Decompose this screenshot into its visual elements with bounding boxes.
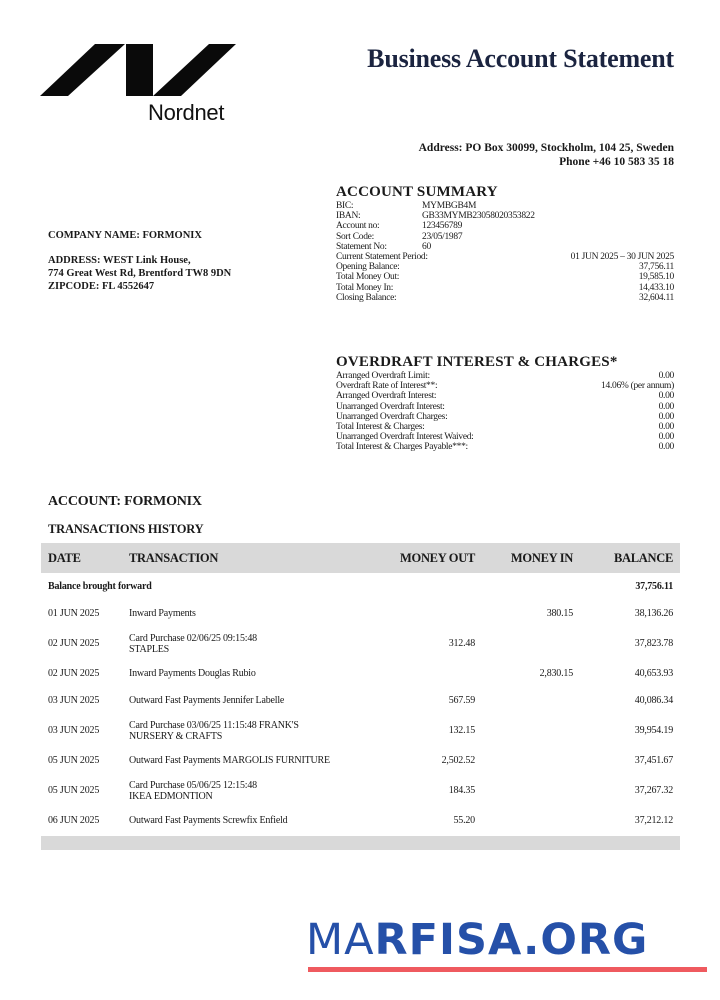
bank-phone-line: Phone +46 10 583 35 18 (559, 156, 674, 168)
overdraft-value: 0.00 (658, 371, 674, 381)
row-transaction-line1: Card Purchase 03/06/25 11:15:48 FRANK'S (129, 719, 299, 731)
row-transaction (129, 815, 379, 826)
row-transaction (129, 608, 379, 619)
overdraft-row (336, 371, 674, 381)
row-transaction-line1: Inward Payments Douglas Rubio (129, 668, 256, 679)
money-out-row (336, 272, 674, 282)
row-balance: 40,086.34 (634, 695, 673, 706)
account-no-row (336, 221, 674, 231)
sort-code-row (336, 232, 674, 242)
money-in-label: Total Money In: (336, 282, 394, 293)
row-money-in: 2,830.15 (539, 668, 573, 679)
iban-value: GB33MYMB23058020353822 (422, 211, 535, 222)
overdraft-label: Arranged Overdraft Limit: (336, 371, 430, 381)
closing-balance-value: 32,604.11 (639, 292, 674, 303)
row-transaction-line1: Outward Fast Payments Screwfix Enfield (129, 815, 288, 826)
company-address-line2: 774 Great West Rd, Brentford TW8 9DN (48, 268, 232, 279)
nordnet-logo (40, 44, 240, 124)
period-value: 01 JUN 2025 – 30 JUN 2025 (570, 252, 674, 263)
account-summary-heading: ACCOUNT SUMMARY (336, 184, 498, 200)
account-no-label: Account no: (336, 221, 380, 232)
table-row (41, 627, 680, 660)
bic-label: BIC: (336, 201, 354, 211)
row-balance: 37,451.67 (634, 755, 673, 766)
row-transaction (129, 720, 379, 742)
row-transaction-line2: NURSERY & CRAFTS (129, 730, 223, 742)
overdraft-label: Unarranged Overdraft Interest: (336, 401, 445, 412)
document-title: Business Account Statement (367, 44, 674, 73)
money-in-value: 14,433.10 (638, 282, 674, 293)
company-name: COMPANY NAME: FORMONIX (48, 230, 202, 241)
opening-balance-value: 37,756.11 (639, 262, 674, 273)
row-transaction (129, 780, 379, 802)
table-row (41, 774, 680, 807)
opening-balance-label: Opening Balance: (336, 262, 400, 273)
sort-code-label: Sort Code: (336, 231, 374, 242)
bic-row (336, 201, 674, 211)
row-transaction (129, 633, 379, 655)
row-date: 02 JUN 2025 (48, 638, 100, 649)
row-transaction-line1: Outward Fast Payments Jennifer Labelle (129, 695, 285, 706)
overdraft-row (336, 422, 674, 432)
transactions-table (41, 543, 680, 850)
overdraft-heading: OVERDRAFT INTEREST & CHARGES* (336, 354, 618, 370)
overdraft-row (336, 402, 674, 412)
iban-label: IBAN: (336, 211, 361, 222)
overdraft-value: 0.00 (658, 411, 674, 422)
row-date: 03 JUN 2025 (48, 695, 100, 706)
overdraft-row (336, 391, 674, 401)
money-out-value: 19,585.10 (638, 272, 674, 283)
period-row (336, 252, 674, 262)
row-date: 05 JUN 2025 (48, 785, 100, 796)
row-money-in: 380.15 (546, 608, 573, 619)
company-address-line1: ADDRESS: WEST Link House, (48, 255, 191, 266)
money-out-label: Total Money Out: (336, 272, 400, 283)
balance-brought-forward-row (41, 573, 680, 600)
closing-balance-row (336, 293, 674, 303)
period-label: Current Statement Period: (336, 252, 428, 263)
row-transaction-line2: IKEA EDMONTION (129, 790, 213, 802)
table-row (41, 747, 680, 774)
closing-balance-label: Closing Balance: (336, 292, 397, 303)
table-row (41, 687, 680, 714)
row-money-out: 312.48 (448, 638, 475, 649)
overdraft-label: Overdraft Rate of Interest**: (336, 381, 438, 392)
table-header (41, 543, 680, 573)
row-transaction-line1: Inward Payments (129, 608, 196, 619)
logo-text: Nordnet (148, 100, 225, 125)
watermark-text-bold: RFISA.ORG (374, 915, 649, 965)
overdraft-row (336, 442, 674, 452)
nordnet-logo-icon (40, 44, 240, 100)
bic-value: MYMBGB4M (422, 201, 477, 211)
row-date: 03 JUN 2025 (48, 725, 100, 736)
overdraft-value: 0.00 (658, 442, 674, 453)
row-date: 01 JUN 2025 (48, 608, 100, 619)
watermark-logo (306, 914, 648, 966)
row-money-out: 2,502.52 (441, 755, 475, 766)
table-row (41, 714, 680, 747)
iban-row (336, 211, 674, 221)
bank-address-line: Address: PO Box 30099, Stockholm, 104 25, Sweden (418, 142, 674, 154)
row-transaction (129, 668, 379, 679)
statement-no-row (336, 242, 674, 252)
row-balance: 37,212.12 (634, 815, 673, 826)
overdraft-label: Total Interest & Charges: (336, 422, 425, 433)
row-date: 05 JUN 2025 (48, 755, 100, 766)
row-transaction (129, 755, 379, 766)
money-in-row (336, 283, 674, 293)
overdraft-row (336, 432, 674, 442)
overdraft-value: 14.06% (per annum) (601, 381, 674, 392)
row-balance: 40,653.93 (634, 668, 673, 679)
watermark-text-light: MA (306, 915, 375, 965)
account-heading: ACCOUNT: FORMONIX (48, 494, 202, 509)
column-header-transaction: TRANSACTION (129, 550, 219, 565)
row-transaction-line1: Card Purchase 05/06/25 12:15:48 (129, 779, 257, 791)
table-row (41, 807, 680, 834)
row-balance: 38,136.26 (634, 608, 673, 619)
table-footer-bar (41, 836, 680, 850)
overdraft-label: Unarranged Overdraft Charges: (336, 411, 448, 422)
row-transaction-line2: STAPLES (129, 643, 170, 655)
overdraft-row (336, 381, 674, 391)
overdraft-section (336, 354, 674, 453)
row-transaction-line1: Outward Fast Payments MARGOLIS FURNITURE (129, 755, 330, 766)
opening-balance-row (336, 262, 674, 272)
overdraft-value: 0.00 (658, 401, 674, 412)
row-balance: 37,267.32 (634, 785, 673, 796)
overdraft-value: 0.00 (658, 391, 674, 402)
row-money-out: 567.59 (448, 695, 475, 706)
transactions-history-heading: TRANSACTIONS HISTORY (48, 522, 204, 536)
table-row (41, 660, 680, 687)
company-zipcode: ZIPCODE: FL 4552647 (48, 281, 155, 292)
table-row (41, 600, 680, 627)
column-header-money-in: MONEY IN (510, 550, 573, 565)
column-header-money-out: MONEY OUT (400, 550, 475, 565)
overdraft-label: Unarranged Overdraft Interest Waived: (336, 432, 474, 443)
column-header-date: DATE (48, 550, 81, 565)
statement-no-value: 60 (422, 241, 431, 252)
overdraft-label: Arranged Overdraft Interest: (336, 391, 437, 402)
company-details (48, 229, 231, 293)
row-money-out: 132.15 (448, 725, 475, 736)
sort-code-value: 23/05/1987 (422, 231, 463, 242)
row-money-out: 184.35 (448, 785, 475, 796)
overdraft-label: Total Interest & Charges Payable***: (336, 442, 468, 453)
row-date: 06 JUN 2025 (48, 815, 100, 826)
row-balance: 37,823.78 (634, 638, 673, 649)
overdraft-row (336, 412, 674, 422)
account-summary (336, 184, 674, 303)
account-no-value: 123456789 (422, 221, 463, 232)
row-date: 02 JUN 2025 (48, 668, 100, 679)
row-balance: 39,954.19 (634, 725, 673, 736)
row-money-out: 55.20 (453, 815, 475, 826)
overdraft-value: 0.00 (658, 432, 674, 443)
statement-no-label: Statement No: (336, 241, 387, 252)
balance-brought-forward-value: 37,756.11 (635, 581, 673, 592)
row-transaction (129, 695, 379, 706)
row-transaction-line1: Card Purchase 02/06/25 09:15:48 (129, 632, 257, 644)
watermark-underline (308, 967, 707, 972)
balance-brought-forward-label: Balance brought forward (48, 581, 152, 592)
bank-address (419, 141, 674, 169)
column-header-balance: BALANCE (613, 550, 673, 565)
overdraft-value: 0.00 (658, 422, 674, 433)
